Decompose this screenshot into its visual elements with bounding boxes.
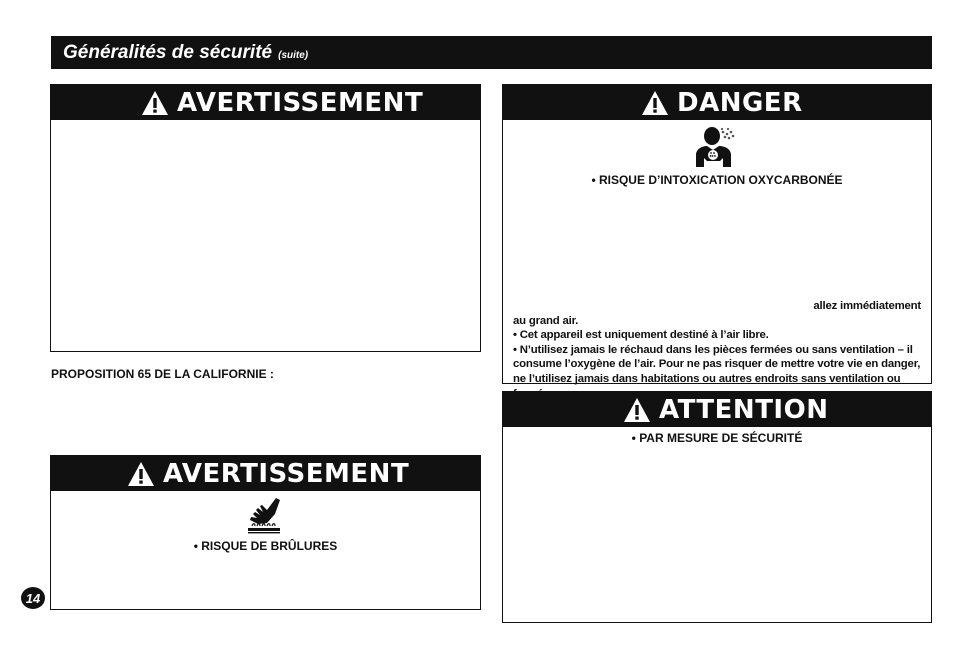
danger-box-title: DANGER [677,87,803,118]
section-subtitle: (suite) [278,50,309,61]
attention-box-title: ATTENTION [659,394,829,425]
danger-instructions [513,299,921,401]
danger-line-1: allez immédiatement [813,300,921,312]
prop65-label: PROPOSITION 65 DE LA CALIFORNIE : [51,367,274,381]
warning-triangle-icon [641,90,669,116]
safety-measure-label: • PAR MESURE DE SÉCURITÉ [631,431,803,445]
burn-hazard-label: • RISQUE DE BRÛLURES [193,539,338,553]
warning-box-top [50,84,481,352]
attention-box-header [503,392,931,427]
danger-bullet-2: • N’utilisez jamais le réchaud dans les pièces fermées ou sans ventilation – il consume l’oxygène de l’air. Pour ne pas risquer de mettre votre vie en danger, ne l’utilisez jamais dans habitations ou autres endroits sans ventilation ou [513,343,921,385]
warning-box-top-header [51,85,480,120]
warning-box-top-title: AVERTISSEMENT [177,87,424,118]
danger-line-2: au grand air. [513,314,579,327]
danger-box [502,84,932,384]
warning-triangle-icon [127,461,155,487]
page-number: 14 [21,587,45,609]
section-title: Généralités de sécurité [63,41,273,63]
danger-box-header [503,85,931,120]
warning-box-burns-header [51,456,480,491]
carbon-monoxide-person-icon [693,125,739,167]
section-header [51,36,932,69]
warning-triangle-icon [141,90,169,116]
danger-bullet-1: • Cet appareil est uniquement destiné à l’air libre. [513,329,769,342]
warning-box-burns [50,455,481,610]
warning-triangle-icon [623,397,651,423]
attention-box [502,391,932,623]
hot-surface-hand-icon [245,496,283,536]
co-hazard-label: • RISQUE D’INTOXICATION OXYCARBONÉE [591,173,843,187]
warning-box-burns-title: AVERTISSEMENT [163,458,410,489]
